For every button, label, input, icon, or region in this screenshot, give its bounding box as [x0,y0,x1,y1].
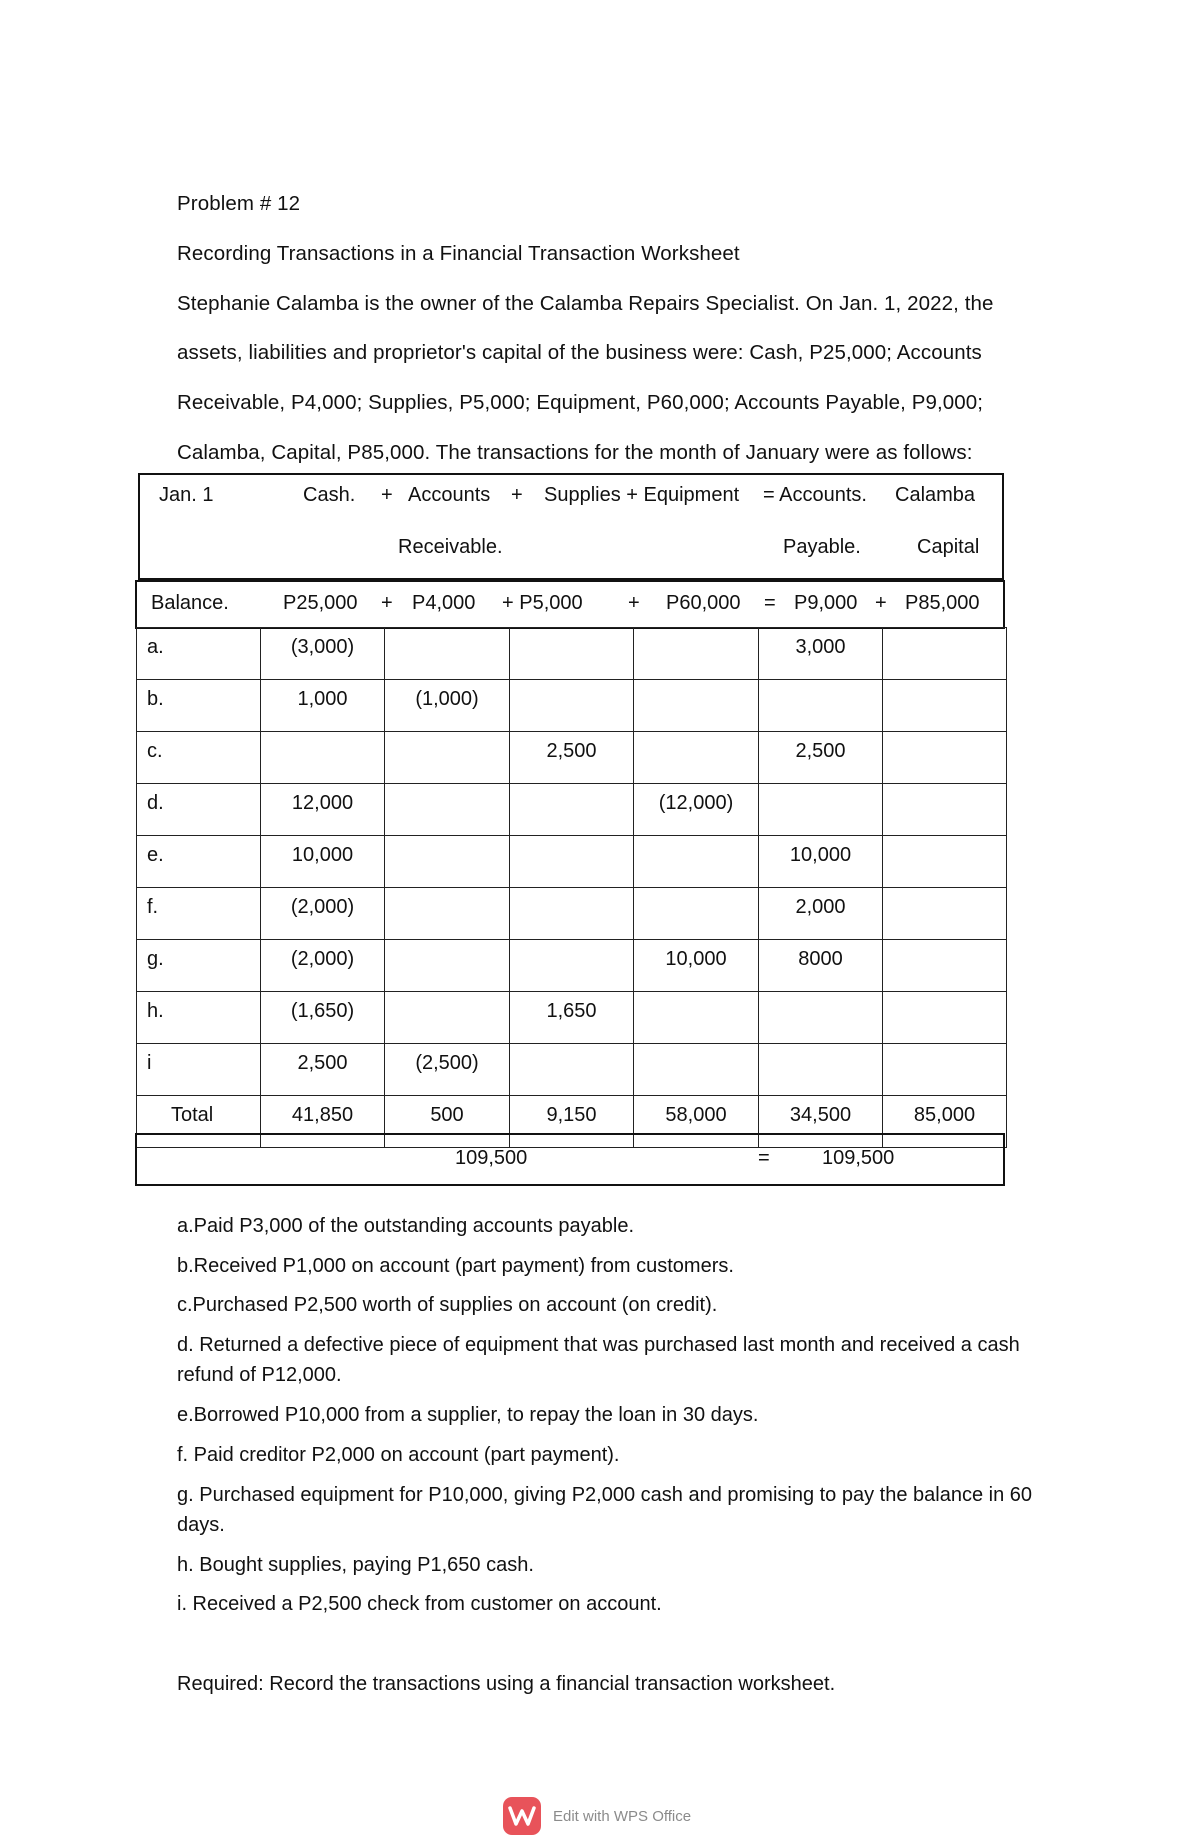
cell-value [510,888,633,896]
cell-value [510,940,633,948]
cell-value [385,888,509,896]
value-cell [634,888,759,940]
value-cell [759,836,883,888]
cell-value [385,784,509,792]
transaction-b: b.Received P1,000 on account (part payment) from customers. [177,1255,734,1277]
cell-value: 9,150 [546,1104,597,1126]
cell-value [385,732,509,740]
cell-value: 10,000 [665,948,727,970]
row-label-cell [137,836,261,888]
value-cell [634,628,759,680]
cell-value: 34,500 [789,1104,852,1126]
balance-plus-4: + [875,592,887,614]
cell-value: 10,000 [291,844,354,866]
value-cell [510,888,634,940]
cell-value: 2,500 [795,740,846,762]
balance-ar: P4,000 [412,592,476,614]
balance-equipment: P60,000 [666,592,741,614]
value-cell [510,680,634,732]
cell-value [883,836,1006,844]
header-plus-1: + [381,484,393,506]
cell-value: 1,000 [297,688,348,710]
value-cell [510,732,634,784]
cell-value: 2,500 [297,1052,348,1074]
summary-equals: = [758,1147,770,1169]
cell-value [634,1044,758,1052]
cell-value [634,836,758,844]
row-label: a. [147,636,164,658]
problem-number: Problem # 12 [177,192,301,215]
intro-line-1: Stephanie Calamba is the owner of the Calamba Repairs Specialist. On Jan. 1, 2022, the [177,292,994,315]
row-label: h. [147,1000,164,1022]
transaction-row [137,1044,1007,1096]
value-cell [883,992,1007,1044]
cell-value: (2,500) [415,1052,479,1074]
transaction-row [137,680,1007,732]
cell-value: 12,000 [291,792,354,814]
value-cell [883,628,1007,680]
transaction-row [137,992,1007,1044]
balance-equals: = [764,592,776,614]
cell-value [261,732,384,740]
row-label: b. [147,688,164,710]
value-cell [385,888,510,940]
value-cell [261,888,385,940]
balance-label: Balance. [151,592,229,614]
cell-value [385,992,509,1000]
value-cell [634,732,759,784]
value-cell [261,732,385,784]
value-cell [759,940,883,992]
cell-value [883,992,1006,1000]
intro-line-3: Receivable, P4,000; Supplies, P5,000; Equipment, P60,000; Accounts Payable, P9,000; [177,391,984,414]
cell-value [883,940,1006,948]
intro-line-2: assets, liabilities and proprietor's capital of the business were: Cash, P25,000; Accounts [177,341,982,364]
header-accounts-receivable-1: Accounts [408,484,491,506]
transaction-row [137,836,1007,888]
row-label: i [147,1052,152,1074]
cell-value [385,836,509,844]
value-cell [759,732,883,784]
wps-logo-icon [503,1797,541,1835]
intro-line-4: Calamba, Capital, P85,000. The transactions for the month of January were as follows: [177,441,973,464]
wps-footer-text: Edit with WPS Office [553,1807,692,1825]
value-cell [385,680,510,732]
value-cell [759,784,883,836]
row-label: f. [147,896,159,918]
value-cell [634,992,759,1044]
header-plus-2: + [511,484,523,506]
row-label-cell [137,628,261,680]
cell-value [385,628,509,636]
summary-right-total: 109,500 [822,1147,895,1169]
transaction-row [137,784,1007,836]
cell-value [634,888,758,896]
cell-value: 41,850 [291,1104,354,1126]
value-cell [385,784,510,836]
transaction-h: h. Bought supplies, paying P1,650 cash. [177,1554,534,1576]
cell-value [510,836,633,844]
cell-value [883,784,1006,792]
cell-value [883,732,1006,740]
row-label-cell [137,1044,261,1096]
cell-value [510,1044,633,1052]
value-cell [883,940,1007,992]
value-cell [510,628,634,680]
value-cell [261,680,385,732]
value-cell [510,784,634,836]
value-cell [261,992,385,1044]
row-label-cell [137,732,261,784]
transaction-row [137,628,1007,680]
cell-value: 500 [430,1104,464,1126]
value-cell [385,992,510,1044]
row-label: d. [147,792,164,814]
value-cell [883,1044,1007,1096]
cell-value: 8000 [798,948,843,970]
cell-value: 1,650 [546,1000,597,1022]
value-cell [385,940,510,992]
row-label: Total [171,1104,214,1126]
cell-value: (1,000) [415,688,479,710]
cell-value [883,628,1006,636]
cell-value [883,888,1006,896]
transaction-row [137,888,1007,940]
cell-value: (12,000) [658,792,734,814]
transaction-d: d. Returned a defective piece of equipment that was purchased last month and received a cash refund of P12,000. [177,1334,1020,1386]
cell-value: 58,000 [665,1104,727,1126]
transaction-a: a.Paid P3,000 of the outstanding accounts payable. [177,1215,635,1237]
cell-value [510,784,633,792]
transaction-c: c.Purchased P2,500 worth of supplies on account (on credit). [177,1294,718,1316]
cell-value: 10,000 [789,844,852,866]
balance-plus-1: + [381,592,393,614]
row-label-cell [137,784,261,836]
header-date: Jan. 1 [159,484,214,506]
cell-value: 2,000 [795,896,846,918]
balance-supplies: + P5,000 [502,592,583,614]
balance-ap: P9,000 [794,592,858,614]
cell-value [759,992,882,1000]
value-cell [883,836,1007,888]
row-label: g. [147,948,164,970]
value-cell [385,732,510,784]
transaction-f: f. Paid creditor P2,000 on account (part payment). [177,1444,620,1466]
value-cell [510,836,634,888]
value-cell [883,732,1007,784]
transaction-g: g. Purchased equipment for P10,000, giving P2,000 cash and promising to pay the balance in 60 days. [177,1484,1033,1536]
row-label-cell [137,992,261,1044]
cell-value [634,680,758,688]
balance-plus-3: + [628,592,640,614]
row-label-cell [137,680,261,732]
required-instruction: Required: Record the transactions using a financial transaction worksheet. [177,1673,836,1695]
cell-value [510,628,633,636]
header-cash: Cash. [303,484,356,506]
cell-value [634,732,758,740]
value-cell [759,1044,883,1096]
value-cell [634,940,759,992]
cell-value [759,1044,882,1052]
cell-value [883,680,1006,688]
balance-cash: P25,000 [283,592,358,614]
value-cell [759,680,883,732]
value-cell [385,836,510,888]
value-cell [759,992,883,1044]
cell-value: (2,000) [290,948,355,970]
value-cell [634,1044,759,1096]
balance-capital: P85,000 [905,592,980,614]
value-cell [261,940,385,992]
cell-value [759,784,882,792]
value-cell [261,836,385,888]
row-label-cell [137,940,261,992]
cell-value: (3,000) [290,636,355,658]
header-accounts-receivable-2: Receivable. [398,536,503,558]
transaction-row [137,940,1007,992]
cell-value [883,1044,1006,1052]
cell-value [759,680,882,688]
value-cell [759,628,883,680]
cell-value: 2,500 [546,740,597,762]
cell-value [634,628,758,636]
cell-value: (2,000) [290,896,355,918]
problem-title: Recording Transactions in a Financial Transaction Worksheet [177,242,740,265]
value-cell [759,888,883,940]
value-cell [510,1044,634,1096]
value-cell [634,784,759,836]
cell-value [510,680,633,688]
value-cell [883,680,1007,732]
wps-footer[interactable] [503,1797,691,1835]
header-accounts-payable-2: Payable. [783,536,861,558]
value-cell [385,628,510,680]
value-cell [634,680,759,732]
header-capital-2: Capital [917,536,980,558]
row-label-cell [137,888,261,940]
cell-value [634,992,758,1000]
value-cell [385,1044,510,1096]
value-cell [261,628,385,680]
header-supplies-equipment: Supplies + Equipment [544,484,740,506]
row-label: c. [147,740,163,762]
cell-value: 3,000 [795,636,846,658]
cell-value: 85,000 [913,1104,976,1126]
cell-value: (1,650) [290,1000,355,1022]
value-cell [883,784,1007,836]
header-accounts-payable-1: = Accounts. [763,484,867,506]
transaction-row [137,732,1007,784]
summary-left-total: 109,500 [455,1147,528,1169]
value-cell [883,888,1007,940]
value-cell [634,836,759,888]
row-label: e. [147,844,164,866]
cell-value [385,940,509,948]
value-cell [261,784,385,836]
header-capital-1: Calamba [895,484,976,506]
value-cell [261,1044,385,1096]
value-cell [510,992,634,1044]
transaction-i: i. Received a P2,500 check from customer on account. [177,1593,662,1615]
transaction-grid [136,627,1007,1148]
transaction-e: e.Borrowed P10,000 from a supplier, to repay the loan in 30 days. [177,1404,759,1426]
value-cell [510,940,634,992]
